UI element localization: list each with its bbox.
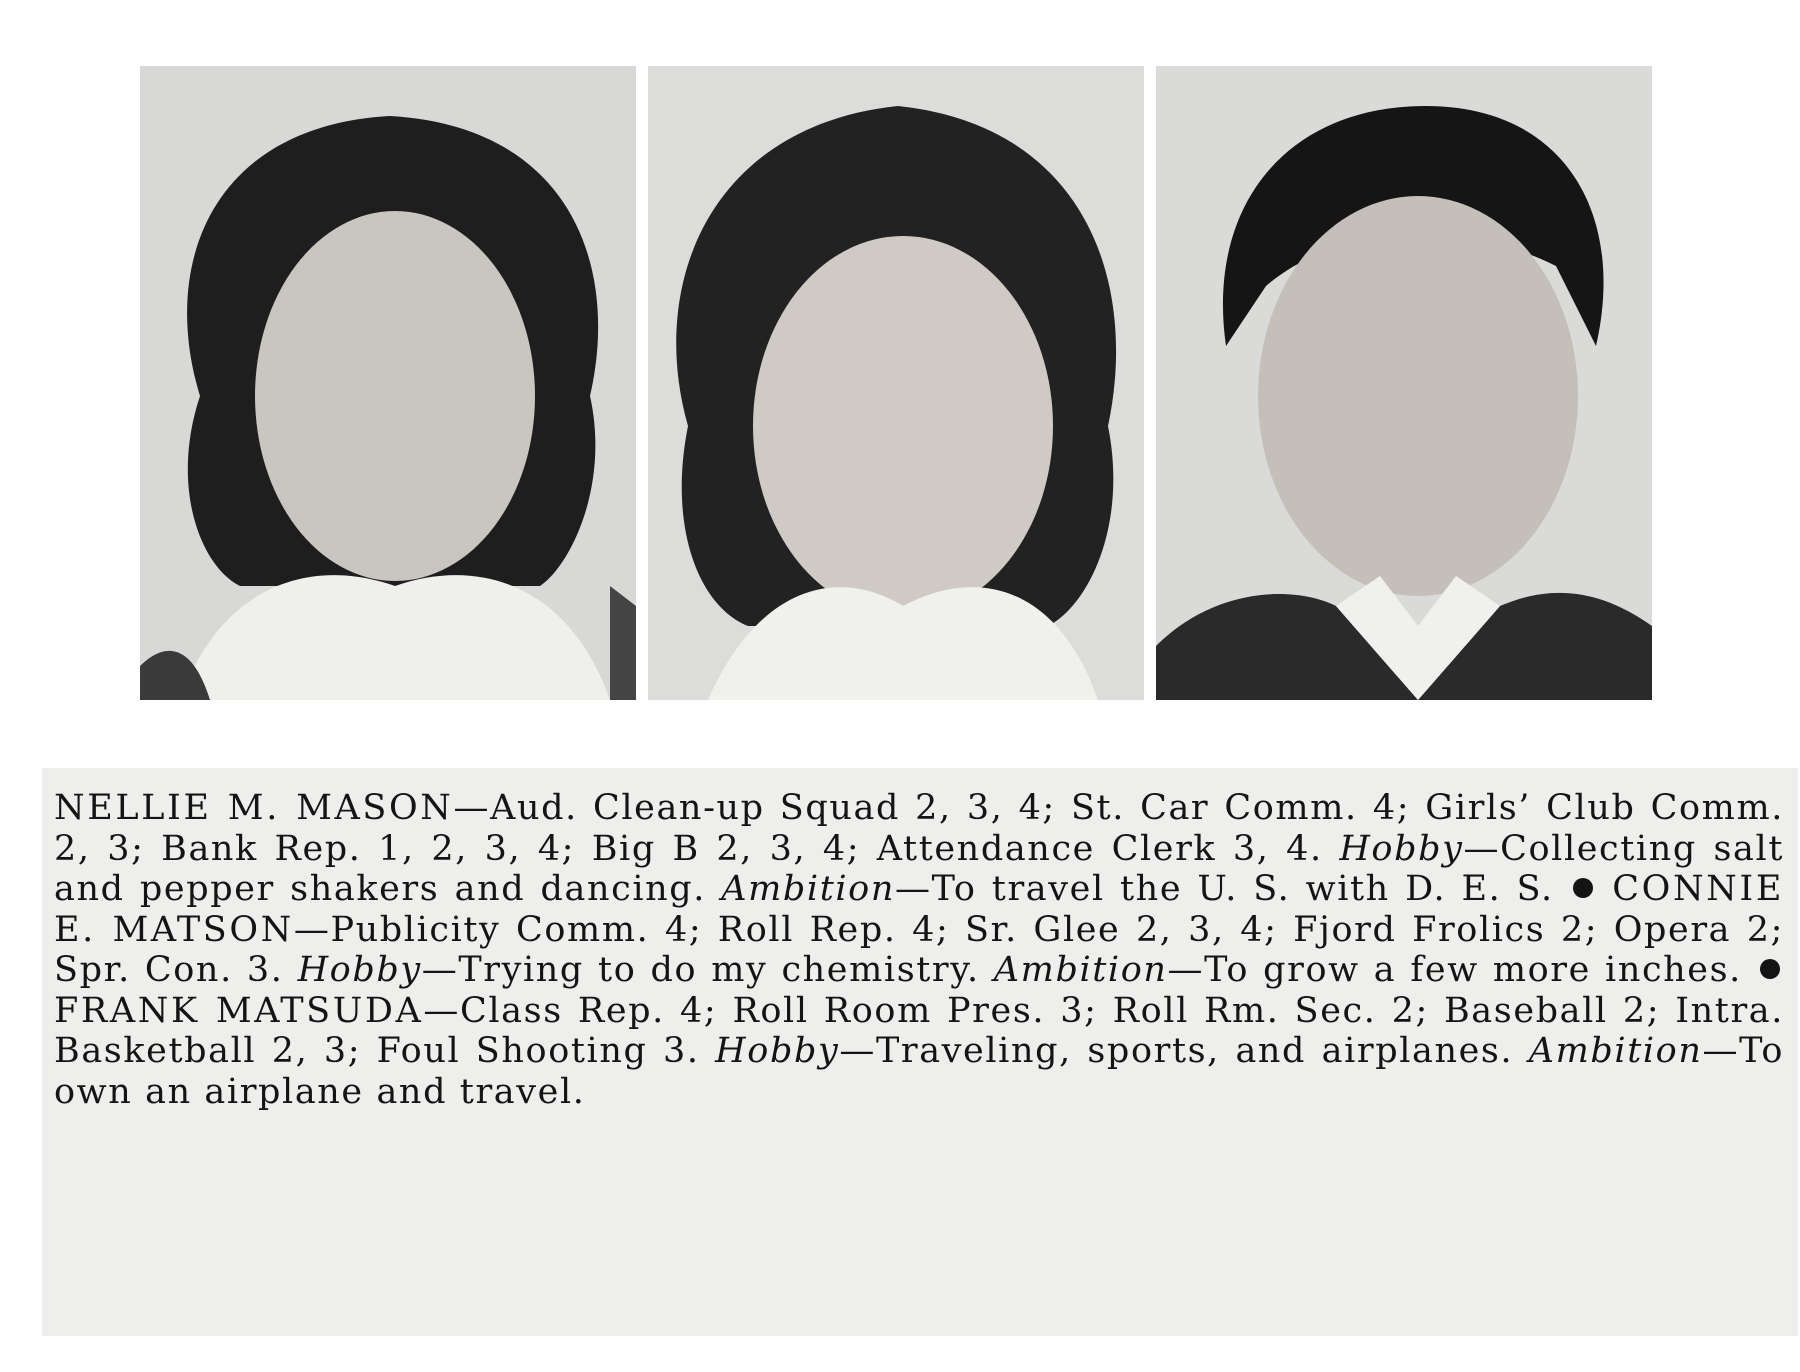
ambition-label: Ambition	[721, 869, 896, 909]
portrait-nellie-mason	[140, 66, 636, 700]
face-shape	[1258, 196, 1578, 596]
entry-name: NELLIE M. MASON	[54, 788, 454, 828]
entry-activities: —Publicity Comm. 4; Roll Rep. 4; Sr. Glee 2, 3, 4; Fjord Frolics 2; Opera 2; Spr. Con. 3.	[54, 909, 1784, 990]
hobby-label: Hobby	[715, 1031, 840, 1071]
hobby-label: Hobby	[297, 950, 422, 990]
entry-hobby: —Traveling, sports, and airplanes.	[839, 1031, 1529, 1071]
ambition-label: Ambition	[993, 950, 1168, 990]
portrait-photo	[1156, 66, 1652, 700]
portrait-photo	[648, 66, 1144, 700]
entry-name: CONNIE E. MATSON	[54, 869, 1784, 950]
portrait-connie-matson	[648, 66, 1144, 700]
entry-hobby: —Trying to do my chemistry.	[421, 950, 994, 990]
hobby-label: Hobby	[1339, 828, 1464, 869]
face-shape	[753, 236, 1053, 616]
entry-activities: —Aud. Clean-up Squad 2, 3, 4; St. Car Comm. 4; Girls’ Club Comm. 2, 3; Bank Rep. 1, 2, 3, 4; Big B 2, 3, 4; Attendance Clerk 3, 4.	[54, 788, 1784, 869]
caption-text	[54, 788, 1784, 1112]
entry-name: FRANK MATSUDA	[54, 990, 424, 1031]
entry-ambition: —To own an airplane and travel.	[54, 1031, 1784, 1112]
face-shape	[255, 211, 535, 581]
entry-activities: —Class Rep. 4; Roll Room Pres. 3; Roll Rm. Sec. 2; Baseball 2; Intra. Basketball 2, 3; Foul Shooting 3.	[54, 990, 1784, 1071]
portrait-frank-matsuda	[1156, 66, 1652, 700]
strap-shape	[610, 586, 636, 700]
entry-hobby: —Collecting salt and pepper shakers and dancing.	[54, 828, 1784, 909]
bullet-separator	[1760, 959, 1780, 979]
entry-ambition: —To grow a few more inches.	[1167, 950, 1756, 990]
ambition-label: Ambition	[1528, 1031, 1703, 1071]
entry-ambition: —To travel the U. S. with D. E. S.	[895, 869, 1569, 909]
portrait-row	[140, 66, 1652, 700]
bullet-separator	[1573, 878, 1593, 898]
portrait-photo	[140, 66, 636, 700]
caption-box	[42, 768, 1798, 1336]
